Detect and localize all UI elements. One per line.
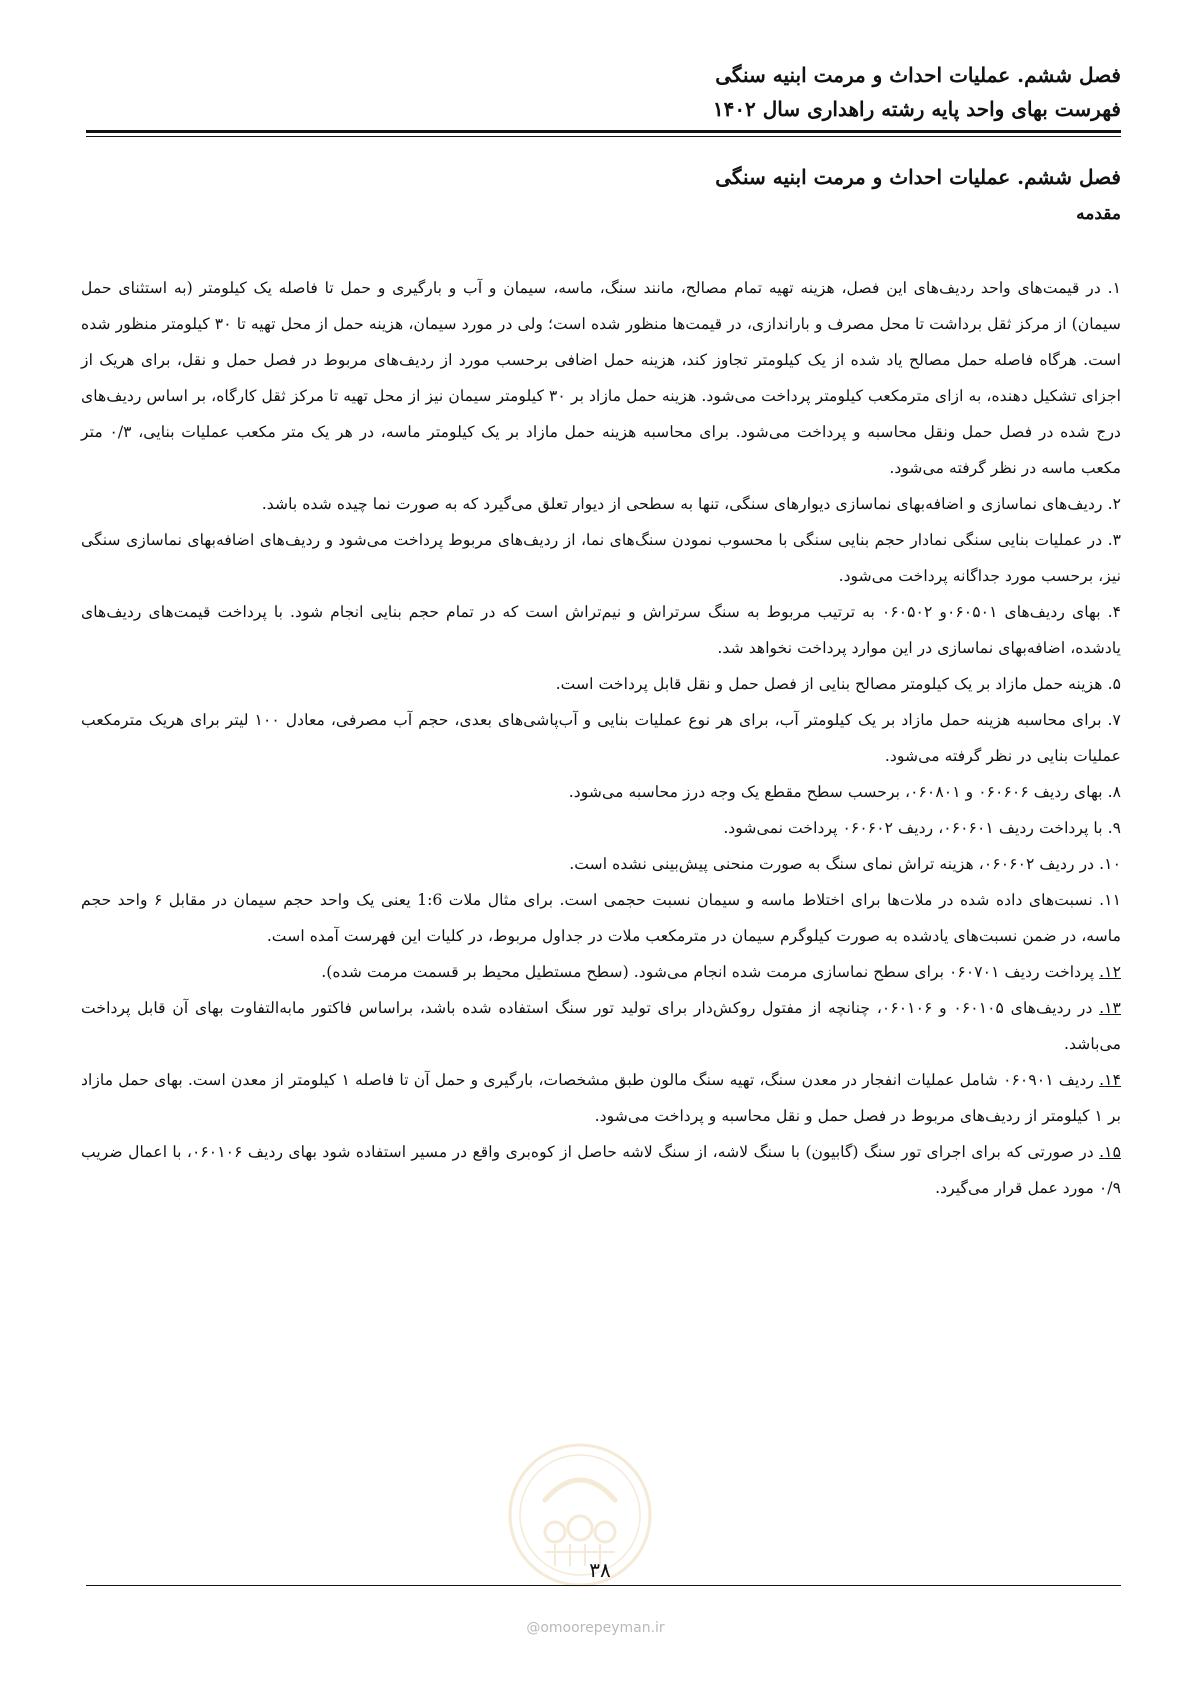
item-number: ۴. — [1107, 602, 1121, 621]
page-header — [61, 58, 1121, 126]
item-number: ۱۳. — [1099, 998, 1121, 1017]
intro-item — [81, 666, 1121, 702]
item-text: بهای ردیف ۰۶۰۶۰۶ و ۰۶۰۸۰۱، برحسب سطح مقطع یک وجه درز محاسبه می‌شود. — [568, 782, 1108, 801]
intro-item — [81, 954, 1121, 990]
intro-item — [81, 1062, 1121, 1134]
item-text: ردیف‌های نماسازی و اضافه‌بهای نماسازی دیوارهای سنگی، تنها به سطحی از دیوار تعلق می‌گیرد که به صورت نما چیده شده باشد. — [261, 494, 1108, 513]
section-title: فصل ششم. عملیات احداث و مرمت ابنیه سنگی — [715, 165, 1121, 189]
intro-item — [81, 594, 1121, 666]
header-chapter-title: فصل ششم. عملیات احداث و مرمت ابنیه سنگی — [715, 63, 1121, 87]
intro-item — [81, 522, 1121, 594]
item-text: در صورتی که برای اجرای تور سنگ (گابیون) با سنگ لاشه، از سنگ لاشه حاصل از کوه‌بری واقع در مسیر استفاده شود بهای ردیف ۰۶۰۱۰۶، با اعمال ضریب ۰/۹ مورد عمل قرار می‌گیرد. — [81, 1142, 1121, 1197]
intro-item — [81, 846, 1121, 882]
intro-item — [81, 486, 1121, 522]
item-number: ۹. — [1107, 818, 1121, 837]
header-rule-thick — [86, 130, 1121, 133]
item-text: نسبت‌های داده شده در ملات‌ها برای اختلاط ماسه و سیمان نسبت حجمی است. برای مثال ملات 1:6 یعنی یک واحد حجم سیمان در مقابل ۶ واحد حجم ماسه، در ضمن نسبت‌های یادشده به صورت کیلوگرم سیمان در مترمکعب ملات در جداول مربوط، در کلیات این فهرست آمده است. — [81, 890, 1121, 945]
item-text: برای محاسبه هزینه حمل مازاد بر یک کیلومتر آب، برای هر نوع عملیات بنایی و آب‌پاشی‌های بعدی، حجم آب مصرفی، معادل ۱۰۰ لیتر برای هریک مترمکعب عملیات بنایی در نظر گرفته می‌شود. — [81, 710, 1121, 765]
item-text: در عملیات بنایی سنگی نمادار حجم بنایی سنگی با محسوب نمودن سنگ‌های نما، از ردیف‌های مربوط پرداخت می‌شود و ردیف‌های اضافه‌بهای نماسازی سنگی نیز، برحسب مورد جداگانه پرداخت می‌شود. — [81, 530, 1121, 585]
item-number: ۱۱. — [1099, 890, 1122, 909]
item-text: بهای ردیف‌های ۰۶۰۵۰۱و ۰۶۰۵۰۲ به ترتیب مربوط به سنگ سرتراش و نیم‌تراش است که در تمام حجم بنایی انجام شود. با پرداخت قیمت‌های ردیف‌های یادشده، اضافه‌بهای نماسازی در این موارد پرداخت نخواهد شد. — [81, 602, 1121, 657]
item-number: ۷. — [1107, 710, 1121, 729]
item-text: در قیمت‌های واحد ردیف‌های این فصل، هزینه تهیه تمام مصالح، مانند سنگ، ماسه، سیمان و آب و بارگیری و حمل تا فاصله یک کیلومتر (به استثنای حمل سیمان) از مرکز ثقل برداشت تا محل مصرف و باراندازی، در قیمت‌ها منظور شده است؛ ولی در مورد سیمان، هزینه حمل از محل تهیه تا ۳۰ کیلومتر منظور شده است. هرگاه فاصله حمل مصالح یاد شده از یک کیلومتر تجاوز کند، هزینه حمل اضافی برحسب مورد از ردیف‌های مربوط در فصل حمل و نقل، برای هریک از اجزای تشکیل دهنده، به ازای مترمکعب کیلومتر پرداخت می‌شود. هزینه حمل مازاد بر ۳۰ کیلومتر سیمان نیز از محل تهیه تا مرکز ثقل کارگاه، بر اساس ردیف‌های درج شده در فصل حمل ونقل محاسبه و پرداخت می‌شود. برای محاسبه هزینه حمل مازاد بر یک کیلومتر ماسه، در هر یک متر مکعب عملیات بنایی، ۰/۳ متر مکعب ماسه در نظر گرفته می‌شود. — [81, 278, 1122, 477]
item-number: ۱۲. — [1099, 962, 1121, 981]
item-number: ۱۴. — [1099, 1070, 1122, 1089]
page-number: ۳۸ — [589, 1558, 611, 1582]
intro-item — [81, 270, 1121, 486]
intro-heading: مقدمه — [1076, 204, 1121, 224]
footer-rule — [86, 1585, 1121, 1586]
intro-item — [81, 1134, 1121, 1206]
intro-item — [81, 810, 1121, 846]
item-text: در ردیف‌های ۰۶۰۱۰۵ و ۰۶۰۱۰۶، چنانچه از مفتول روکش‌دار برای تولید تور سنگ استفاده شده باشد، براساس فاکتور مابه‌التفاوت بهای آن قابل پرداخت می‌باشد. — [81, 998, 1121, 1053]
item-number: ۸. — [1107, 782, 1121, 801]
item-text: با پرداخت ردیف ۰۶۰۶۰۱، ردیف ۰۶۰۶۰۲ پرداخت نمی‌شود. — [723, 818, 1108, 837]
header-rule-thin — [86, 136, 1121, 137]
intro-item — [81, 882, 1121, 954]
footer-website: @omoorepeyman.ir — [526, 1620, 665, 1636]
item-number: ۱۵. — [1099, 1142, 1121, 1161]
item-text: هزینه حمل مازاد بر یک کیلومتر مصالح بنایی از فصل حمل و نقل قابل پرداخت است. — [555, 674, 1108, 693]
item-number: ۳. — [1107, 530, 1121, 549]
intro-item — [81, 990, 1121, 1062]
intro-item — [81, 774, 1121, 810]
item-number: ۲. — [1107, 494, 1121, 513]
item-number: ۱. — [1107, 278, 1121, 297]
item-text: پرداخت ردیف ۰۶۰۷۰۱ برای سطح نماسازی مرمت شده انجام می‌شود. (سطح مستطیل محیط بر قسمت مرمت شده). — [321, 962, 1100, 981]
item-text: در ردیف ۰۶۰۶۰۲، هزینه تراش نمای سنگ به صورت منحنی پیش‌بینی نشده است. — [569, 854, 1100, 873]
item-text: ردیف ۰۶۰۹۰۱ شامل عملیات انفجار در معدن سنگ، تهیه سنگ مالون طبق مشخصات، بارگیری و حمل آن تا فاصله ۱ کیلومتر از معدن است. بهای حمل مازاد بر ۱ کیلومتر از ردیف‌های مربوط در فصل حمل و نقل محاسبه و پرداخت می‌شود. — [81, 1070, 1121, 1125]
header-price-list-title: فهرست بهای واحد پایه رشته راهداری سال ۱۴۰۲ — [712, 97, 1121, 121]
intro-content — [81, 270, 1121, 1206]
intro-item — [81, 702, 1121, 774]
item-number: ۵. — [1107, 674, 1121, 693]
item-number: ۱۰. — [1099, 854, 1121, 873]
